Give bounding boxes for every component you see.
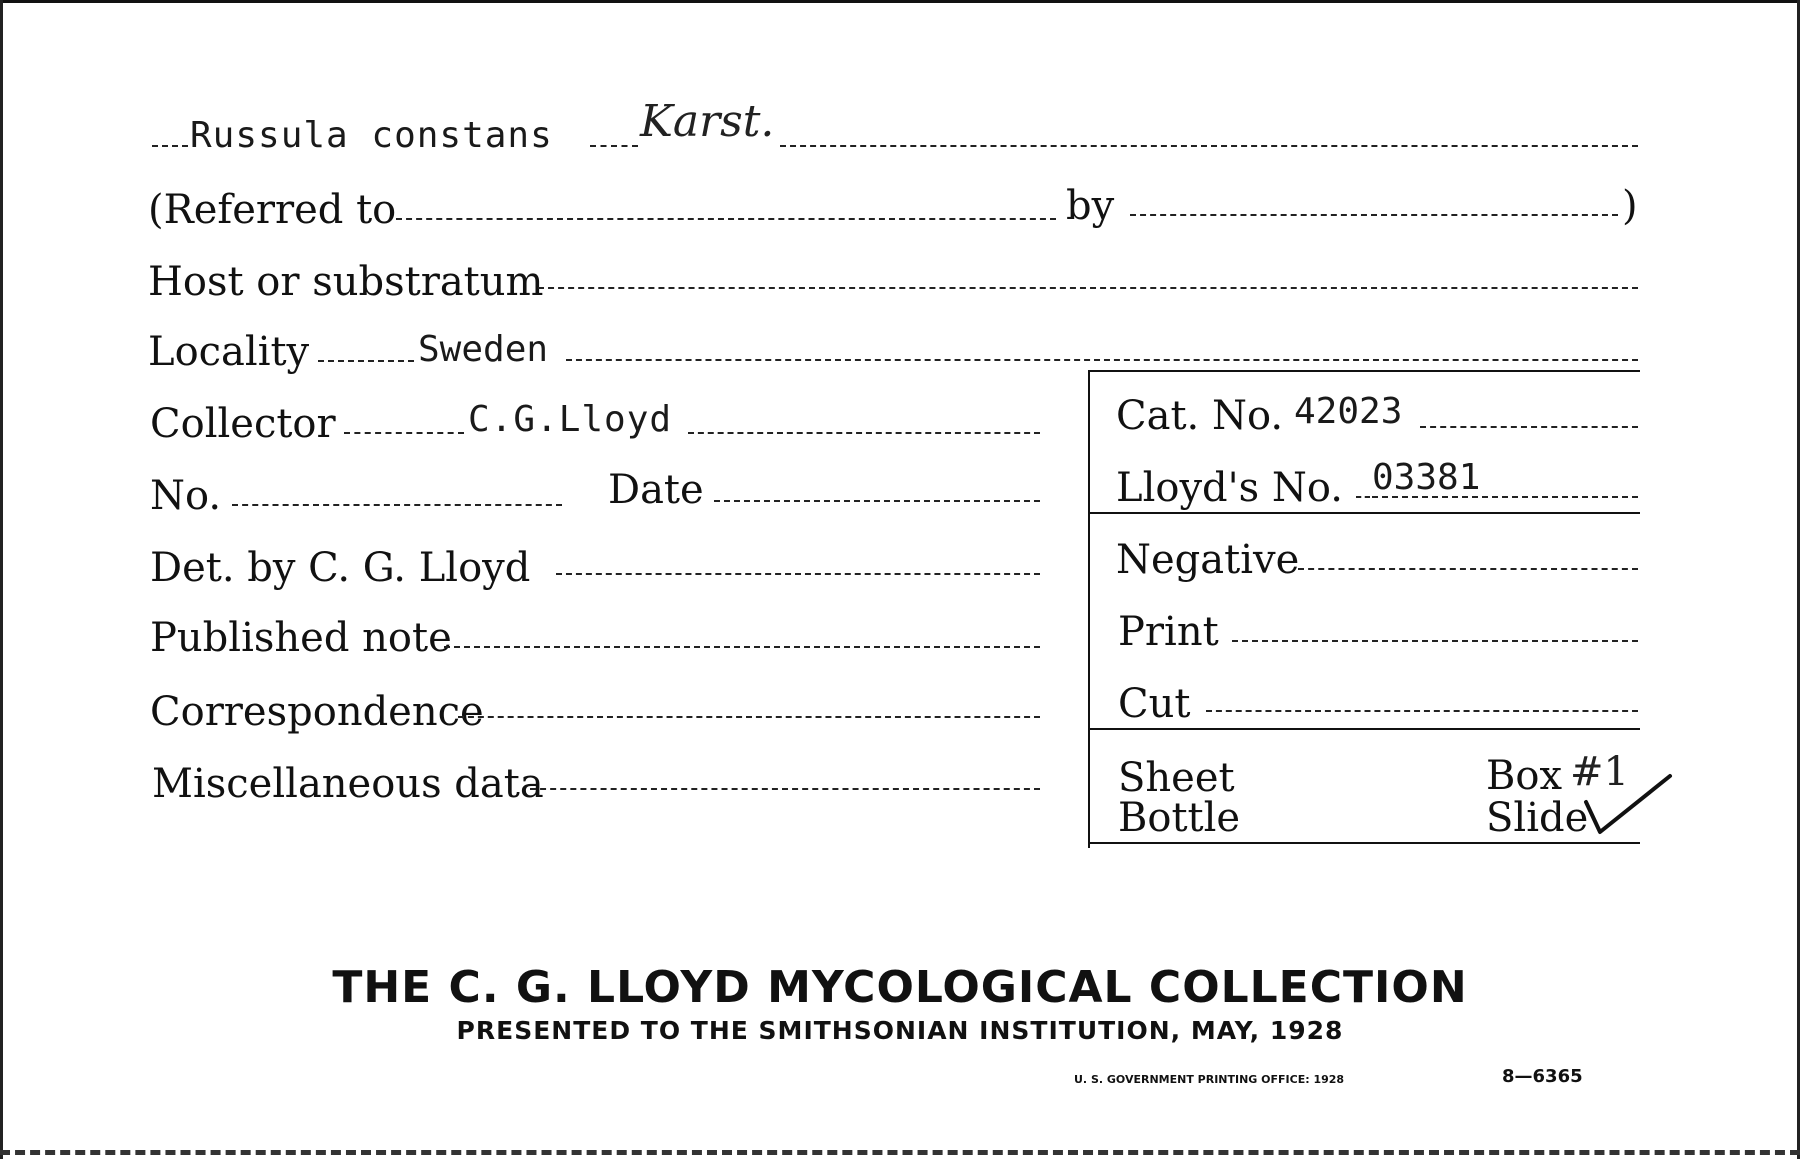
correspondence-label: Correspondence (150, 689, 484, 735)
collection-subtitle: PRESENTED TO THE SMITHSONIAN INSTITUTION, MAY, 1928 (456, 1016, 1344, 1045)
correspondence-line (458, 716, 1040, 718)
box-divider-1 (1090, 512, 1640, 514)
print-label: Print (1118, 609, 1219, 655)
referred-to-line (396, 218, 1056, 220)
collector-line-lead (344, 432, 464, 434)
close-paren: ) (1622, 183, 1638, 229)
species-name: Russula constans (190, 115, 553, 156)
date-label: Date (608, 467, 704, 513)
host-line (538, 287, 1638, 289)
printer-imprint: U. S. GOVERNMENT PRINTING OFFICE: 1928 (1074, 1073, 1345, 1086)
print-line (1232, 640, 1638, 642)
lloyds-no-value: 03381 (1372, 457, 1481, 498)
species-line-lead (152, 145, 188, 147)
species-author-handwritten: Karst. (640, 96, 775, 147)
by-line (1130, 214, 1618, 216)
card-top-edge (0, 0, 1800, 3)
collector-value: C.G.Lloyd (468, 399, 673, 440)
misc-data-line (530, 788, 1040, 790)
card-bottom-edge (0, 1150, 1800, 1155)
checkmark-icon (1582, 772, 1674, 838)
misc-data-label: Miscellaneous data (152, 761, 544, 807)
lloyds-no-line-lead (1356, 496, 1370, 498)
host-label: Host or substratum (148, 259, 544, 305)
cat-no-line (1420, 426, 1638, 428)
locality-label: Locality (148, 329, 310, 375)
box-number-handwritten: #1 (1570, 749, 1629, 795)
box-label: Box (1486, 753, 1563, 799)
locality-value: Sweden (418, 329, 549, 370)
sheet-label: Sheet (1118, 755, 1235, 801)
box-left-border (1088, 370, 1090, 848)
negative-label: Negative (1116, 537, 1300, 583)
collector-label: Collector (150, 401, 336, 447)
box-top-border (1088, 370, 1640, 372)
cat-no-value: 42023 (1294, 391, 1403, 432)
published-note-label: Published note (150, 615, 452, 661)
lloyds-no-label: Lloyd's No. (1116, 465, 1343, 511)
cat-no-label: Cat. No. (1116, 393, 1284, 439)
by-label: by (1066, 183, 1115, 229)
species-line-mid (590, 145, 638, 147)
collection-title: THE C. G. LLOYD MYCOLOGICAL COLLECTION (332, 962, 1468, 1013)
box-divider-2 (1090, 728, 1640, 730)
locality-line-tail (566, 359, 1638, 361)
box-bottom-border (1090, 842, 1640, 844)
referred-to-label: (Referred to (148, 187, 397, 233)
date-line (714, 500, 1040, 502)
det-by-label: Det. by C. G. Lloyd (150, 545, 531, 591)
lloyds-no-line (1372, 496, 1638, 498)
number-line (232, 504, 562, 506)
det-by-line (556, 573, 1040, 575)
slide-label: Slide (1486, 795, 1589, 841)
number-label: No. (150, 473, 222, 519)
bottle-label: Bottle (1118, 795, 1241, 841)
collector-line-tail (688, 432, 1040, 434)
negative-line (1298, 568, 1638, 570)
cut-label: Cut (1118, 681, 1191, 727)
species-line-tail (780, 145, 1638, 147)
locality-line-lead (318, 360, 414, 362)
form-number: 8—6365 (1502, 1066, 1583, 1087)
published-note-line (444, 646, 1040, 648)
cut-line (1206, 710, 1638, 712)
